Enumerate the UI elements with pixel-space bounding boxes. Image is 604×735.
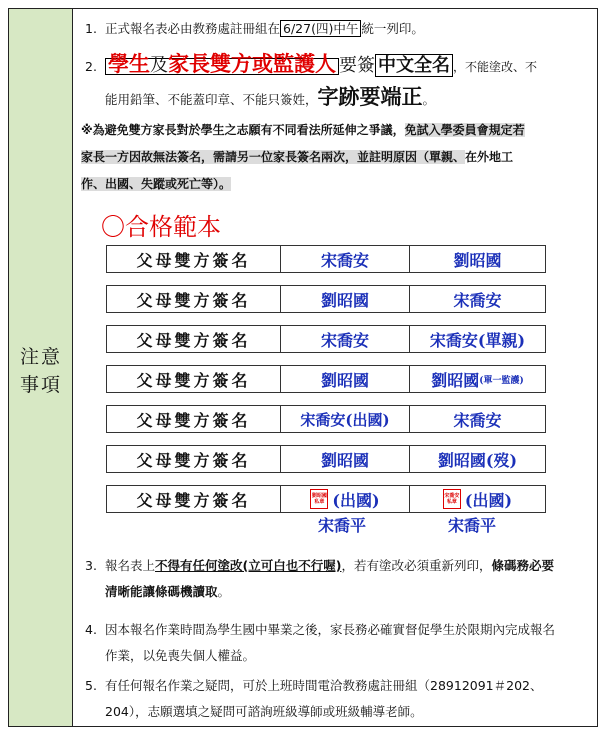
deadline-date: 6/27(四)中午 — [280, 20, 361, 37]
sig-row: 父母雙方簽名 劉昭國私章 (出國) 宋喬安私章 (出國) — [106, 485, 546, 513]
side-label: 注意 事項 — [19, 346, 62, 396]
side-column — [9, 9, 73, 726]
item-2: 2. 學生及家長雙方或監護人 要簽 中文全名 ，不能塗改、不 能用鉛筆、不能蓋印章、不能只簽姓，字跡要端正。 — [85, 52, 538, 109]
sig-row: 父母雙方簽名 劉昭國 劉昭國(歿) — [106, 445, 546, 473]
sig-row: 父母雙方簽名 宋喬安 劉昭國 — [106, 245, 546, 273]
item-5: 5. 有任何報名作業之疑問，可於上班時間電洽教務處註冊組（28912091＃202、 204），志願選填之疑問可諮詢班級導師或班級輔導老師。 — [85, 678, 543, 719]
seal-stamp-icon: 劉昭國私章 — [310, 489, 328, 509]
sig-row: 父母雙方簽名 劉昭國 宋喬安 — [106, 285, 546, 313]
dispute-note: ※為避免雙方家長對於學生之志願有不同看法所延伸之爭議，免試入學委員會規定若 家長一方因故無法簽名，需請另一位家長簽名兩次，並註明原因（單親、在外地工 作、出國、失蹤或死亡等）。 — [81, 123, 525, 191]
item-1: 1. 正式報名表必由教務處註冊組在 6/27(四)中午 統一列印。 — [85, 21, 424, 36]
sig-row: 父母雙方簽名 劉昭國 劉昭國 (單一監護) — [106, 365, 546, 393]
seal-stamp-icon: 宋喬安私章 — [443, 489, 461, 509]
sample-title: 〇合格範本 — [101, 213, 221, 241]
item-4: 4. 因本報名作業時間為學生國中畢業之後，家長務必確實督促學生於限期內完成報名 作業，以免喪失個人權益。 — [85, 622, 556, 663]
notice-frame — [8, 8, 598, 727]
under-signature: 宋喬平 — [448, 516, 497, 535]
item-3: 3. 報名表上不得有任何塗改(立可白也不行喔)，若有塗改必須重新列印，條碼務必要 清晰能讓條碼機讀取。 — [85, 558, 554, 599]
sig-row: 父母雙方簽名 宋喬安(出國) 宋喬安 — [106, 405, 546, 433]
content-column — [73, 9, 597, 726]
sig-row: 父母雙方簽名 宋喬安 宋喬安(單親) — [106, 325, 546, 353]
under-signature: 宋喬平 — [318, 516, 367, 535]
